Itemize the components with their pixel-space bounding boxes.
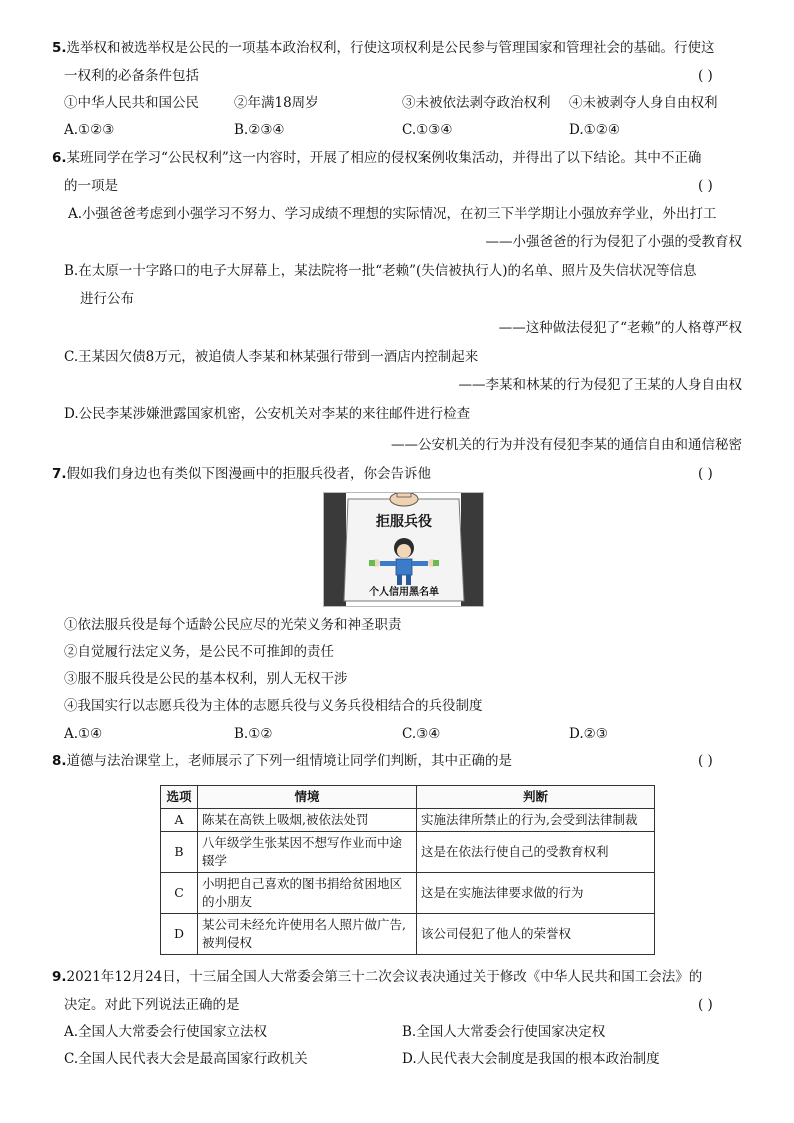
q7-number: 7. (52, 466, 67, 482)
table-cell: 小明把自己喜欢的图书捐给贫困地区的小朋友 (198, 873, 417, 914)
q9-stem-line2: 决定。对此下列说法正确的是 (64, 997, 240, 1013)
q9-number: 9. (52, 969, 67, 985)
table-row (161, 809, 655, 832)
table-cell: 这是在实施法律要求做的行为 (417, 873, 655, 914)
table-row (161, 914, 655, 955)
q7-choice-a: A.①④ (64, 726, 103, 742)
q6-option-a: A.小强爸爸考虑到小强学习不努力、学习成绩不理想的实际情况，在初三下半学期让小强放弃学业，外出打工 (68, 206, 717, 222)
q8-stem: 8.道德与法治课堂上，老师展示了下列一组情境让同学们判断，其中正确的是 (52, 753, 513, 769)
q7-opt-2: ②自觉履行法定义务，是公民不可推卸的责任 (64, 644, 334, 660)
table-cell: D (161, 914, 198, 955)
q5-stem-line1: 5.选举权和被选举权是公民的一项基本政治权利，行使这项权利是公民参与管理国家和管理社会的基础。行使这 (52, 40, 715, 56)
q7-opt-1: ①依法服兵役是每个适龄公民应尽的光荣义务和神圣职责 (64, 617, 402, 633)
q8-answer-paren: ( ) (698, 753, 713, 769)
table-cell: B (161, 832, 198, 873)
table-cell: 实施法律所禁止的行为,会受到法律制裁 (417, 809, 655, 832)
table-cell: A (161, 809, 198, 832)
table-cell: 陈某在高铁上吸烟,被依法处罚 (198, 809, 417, 832)
q5-opt-1: ①中华人民共和国公民 (64, 95, 199, 111)
q7-comic-image (323, 492, 484, 607)
q9-choice-c: C.全国人民代表大会是最高国家行政机关 (64, 1051, 308, 1067)
table-row (161, 832, 655, 873)
table-row (161, 873, 655, 914)
comic-title: 拒服兵役 (376, 514, 432, 530)
q9-answer-paren: ( ) (698, 997, 713, 1013)
q6-stem-line1: 6.某班同学在学习“公民权利”这一内容时，开展了相应的侵权案例收集活动，并得出了以下结论。其中不正确 (52, 150, 702, 166)
q5-choice-b: B.②③④ (234, 122, 285, 138)
q6-answer-paren: ( ) (698, 178, 713, 194)
q6-option-c-conclusion: ——李某和林某的行为侵犯了王某的人身自由权 (458, 377, 742, 393)
q6-option-b: B.在太原一十字路口的电子大屏幕上，某法院将一批“老赖”(失信被执行人)的名单、照片及失信状况等信息 (64, 263, 697, 279)
q7-choice-c: C.③④ (402, 726, 441, 742)
q6-option-d-conclusion: ——公安机关的行为并没有侵犯李某的通信自由和通信秘密 (391, 437, 742, 453)
q5-stem-line2: 一权利的必备条件包括 (64, 68, 199, 84)
q7-answer-paren: ( ) (698, 466, 713, 482)
q9-choice-b: B.全国人大常委会行使国家决定权 (402, 1024, 606, 1040)
q6-stem-line2: 的一项是 (64, 178, 118, 194)
q6-number: 6. (52, 150, 67, 166)
comic-caption: 个人信用黑名单 (369, 587, 439, 598)
q8-table (160, 785, 655, 955)
table-cell: 某公司未经允许使用名人照片做广告,被判侵权 (198, 914, 417, 955)
table-cell: 这是在依法行使自己的受教育权利 (417, 832, 655, 873)
q9-choice-a: A.全国人大常委会行使国家立法权 (64, 1024, 268, 1040)
table-header: 判断 (417, 786, 655, 809)
q7-opt-4: ④我国实行以志愿兵役为主体的志愿兵役与义务兵役相结合的兵役制度 (64, 698, 483, 714)
table-header-row (161, 786, 655, 809)
q6-option-c: C.王某因欠债8万元，被追债人李某和林某强行带到一酒店内控制起来 (64, 349, 479, 365)
q8-number: 8. (52, 753, 67, 769)
q6-option-a-conclusion: ——小强爸爸的行为侵犯了小强的受教育权 (485, 234, 742, 250)
q7-opt-3: ③服不服兵役是公民的基本权利，别人无权干涉 (64, 671, 348, 687)
comic-illustration (324, 493, 483, 606)
q5-number: 5. (52, 40, 67, 56)
q5-choice-d: D.①②④ (569, 122, 620, 138)
table-cell: 八年级学生张某因不想写作业而中途辍学 (198, 832, 417, 873)
table-header: 情境 (198, 786, 417, 809)
q5-opt-2: ②年满18周岁 (234, 95, 319, 111)
q9-stem-line1: 9.2021年12月24日，十三届全国人大常委会第三十二次会议表决通过关于修改《中华人民共和国工会法》的 (52, 969, 703, 985)
table-header: 选项 (161, 786, 198, 809)
q7-choice-b: B.①② (234, 726, 273, 742)
table-cell: 该公司侵犯了他人的荣誉权 (417, 914, 655, 955)
q6-option-b-conclusion: ——这种做法侵犯了“老赖”的人格尊严权 (498, 320, 742, 336)
q5-opt-3: ③未被依法剥夺政治权利 (402, 95, 551, 111)
q7-stem: 7.假如我们身边也有类似下图漫画中的拒服兵役者，你会告诉他 (52, 466, 432, 482)
q5-choice-a: A.①②③ (64, 122, 115, 138)
q6-option-b-cont: 进行公布 (80, 291, 134, 307)
q5-opt-4: ④未被剥夺人身自由权利 (569, 95, 718, 111)
table-cell: C (161, 873, 198, 914)
q9-choice-d: D.人民代表大会制度是我国的根本政治制度 (402, 1051, 660, 1067)
q7-choice-d: D.②③ (569, 726, 608, 742)
q5-choice-c: C.①③④ (402, 122, 453, 138)
q6-option-d: D.公民李某涉嫌泄露国家机密，公安机关对李某的来往邮件进行检查 (64, 406, 471, 422)
q5-answer-paren: ( ) (698, 68, 713, 84)
